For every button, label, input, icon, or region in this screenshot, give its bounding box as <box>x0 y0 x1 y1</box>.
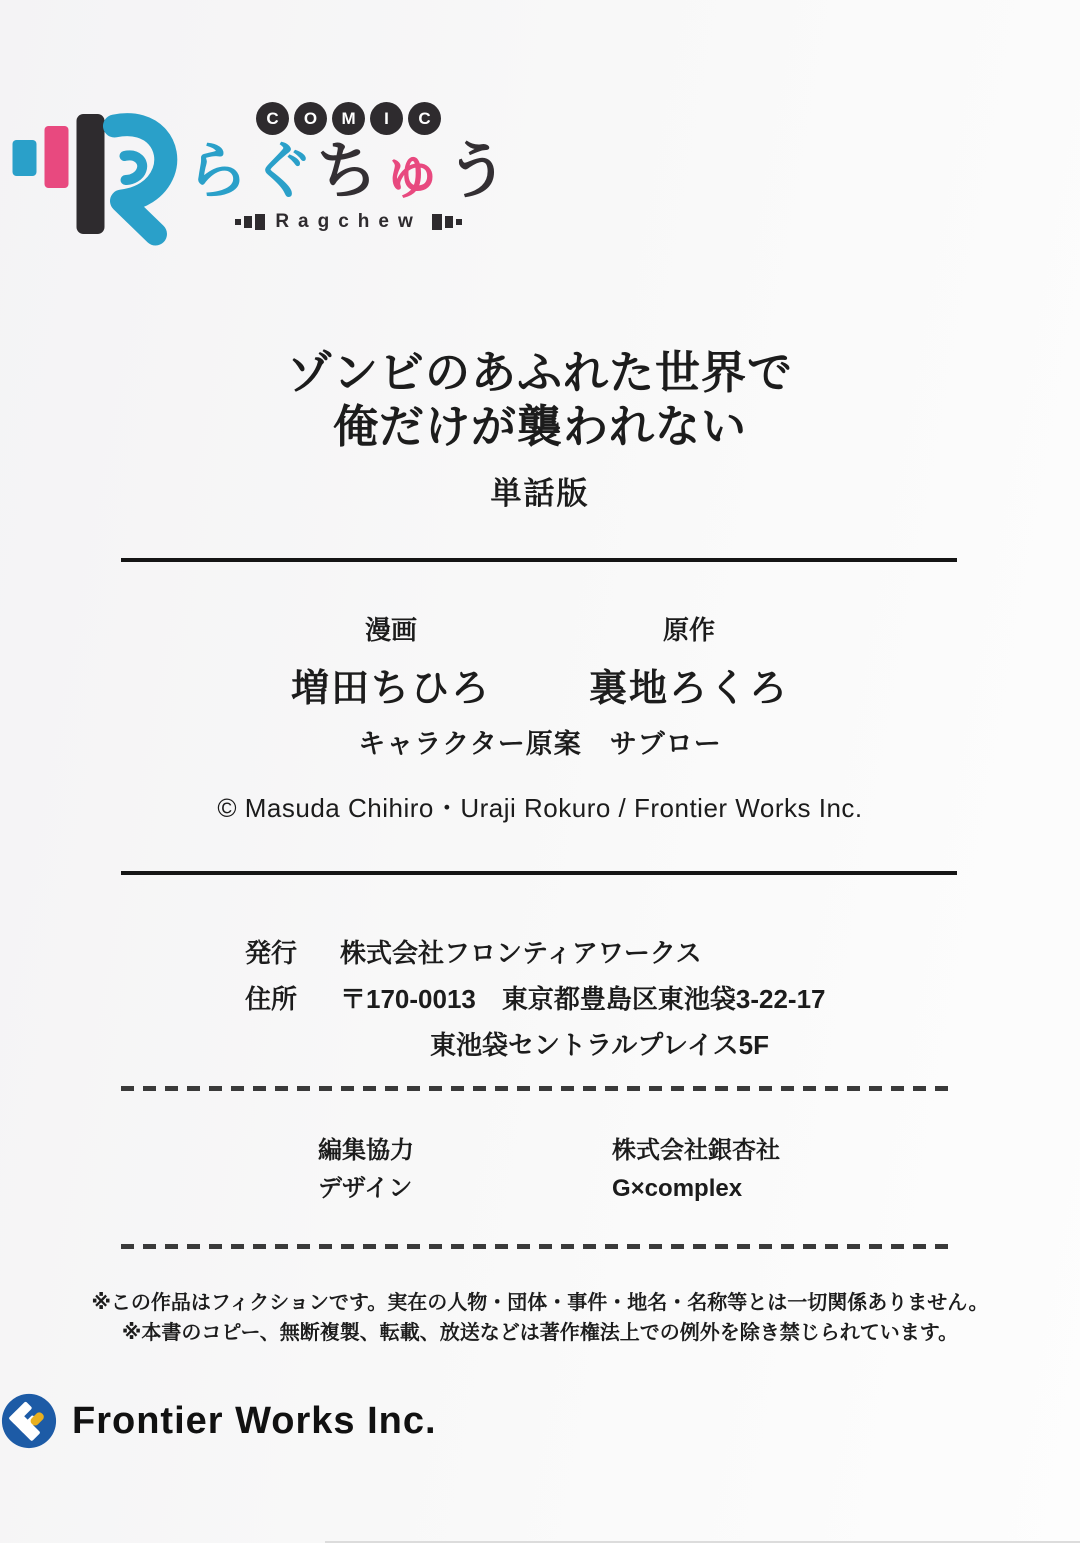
frontier-works-wordmark: Frontier Works Inc. <box>72 1399 437 1442</box>
address-line-2: 東池袋セントラルプレイス5F <box>430 1030 769 1060</box>
comic-letter-badge: C <box>408 102 441 135</box>
editing-label: 編集協力 <box>318 1137 414 1164</box>
staff-credits <box>318 1132 780 1208</box>
disclaimer-line-1: ※この作品はフィクションです。実在の人物・団体・事件・地名・名称等とは一切関係ありません。 <box>91 1292 989 1314</box>
work-title <box>0 346 1080 454</box>
logo-comic-badges <box>256 102 441 135</box>
original-author-name: 裏地ろくろ <box>588 668 789 710</box>
logo-kana <box>186 137 511 207</box>
character-design-credit: キャラクター原案 サブロー <box>358 729 722 759</box>
divider-dashed-bottom <box>121 1244 957 1249</box>
address-row <box>245 976 826 1022</box>
ragchew-logo-mark-icon <box>0 102 180 252</box>
comic-letter-badge: C <box>256 102 289 135</box>
disclaimer-notes <box>0 1288 1080 1348</box>
logo-romaji-row <box>235 211 461 233</box>
comic-letter-badge: O <box>294 102 327 135</box>
title-line-1: ゾンビのあふれた世界で <box>286 347 793 398</box>
address-row-2 <box>245 1022 826 1068</box>
pixel-blocks-right-icon <box>432 214 462 230</box>
kana-char: ゅ <box>381 137 447 206</box>
edition-label: 単話版 <box>490 476 590 511</box>
manga-artist-name: 増田ちひろ <box>290 668 491 710</box>
editing-row <box>318 1132 780 1170</box>
divider-rule-middle <box>121 871 957 875</box>
publisher-info <box>245 930 826 1068</box>
frontier-works-icon <box>0 1392 58 1450</box>
manga-role-label: 漫画 <box>364 615 417 645</box>
original-role-label: 原作 <box>662 615 715 645</box>
original-credit <box>549 610 829 712</box>
manga-credit <box>251 610 531 712</box>
comic-letter-badge: M <box>332 102 365 135</box>
kana-char: ち <box>316 137 382 206</box>
kana-char: ら <box>186 137 252 206</box>
pixel-blocks-left-icon <box>235 214 265 230</box>
divider-dashed-top <box>121 1086 957 1091</box>
title-line-2: 俺だけが襲われない <box>332 401 747 452</box>
disclaimer-line-2: ※本書のコピー、無断複製、転載、放送などは著作権法上での例外を除き禁じられています。 <box>121 1322 959 1344</box>
frontier-works-logo <box>0 1392 437 1450</box>
editing-company: 株式会社銀杏社 <box>612 1137 780 1164</box>
address-label: 住所 <box>245 984 298 1014</box>
kana-char: う <box>446 137 512 206</box>
logo-text-column <box>186 102 511 233</box>
creator-credits <box>0 610 1080 712</box>
address-line-1: 〒170-0013 東京都豊島区東池袋3-22-17 <box>340 984 826 1014</box>
divider-rule-top <box>121 558 957 562</box>
logo-romaji: Ragchew <box>275 211 422 232</box>
kana-char: ぐ <box>251 137 317 206</box>
publisher-label: 発行 <box>245 938 298 968</box>
design-row <box>318 1170 780 1208</box>
publisher-name: 株式会社フロンティアワークス <box>340 938 702 968</box>
design-company: G×complex <box>612 1175 743 1202</box>
publisher-row <box>245 930 826 976</box>
copyright-line: © Masuda Chihiro・Uraji Rokuro / Frontier Works Inc. <box>217 793 863 823</box>
comic-letter-badge: I <box>370 102 403 135</box>
design-label: デザイン <box>318 1175 413 1202</box>
magazine-logo <box>0 102 511 252</box>
